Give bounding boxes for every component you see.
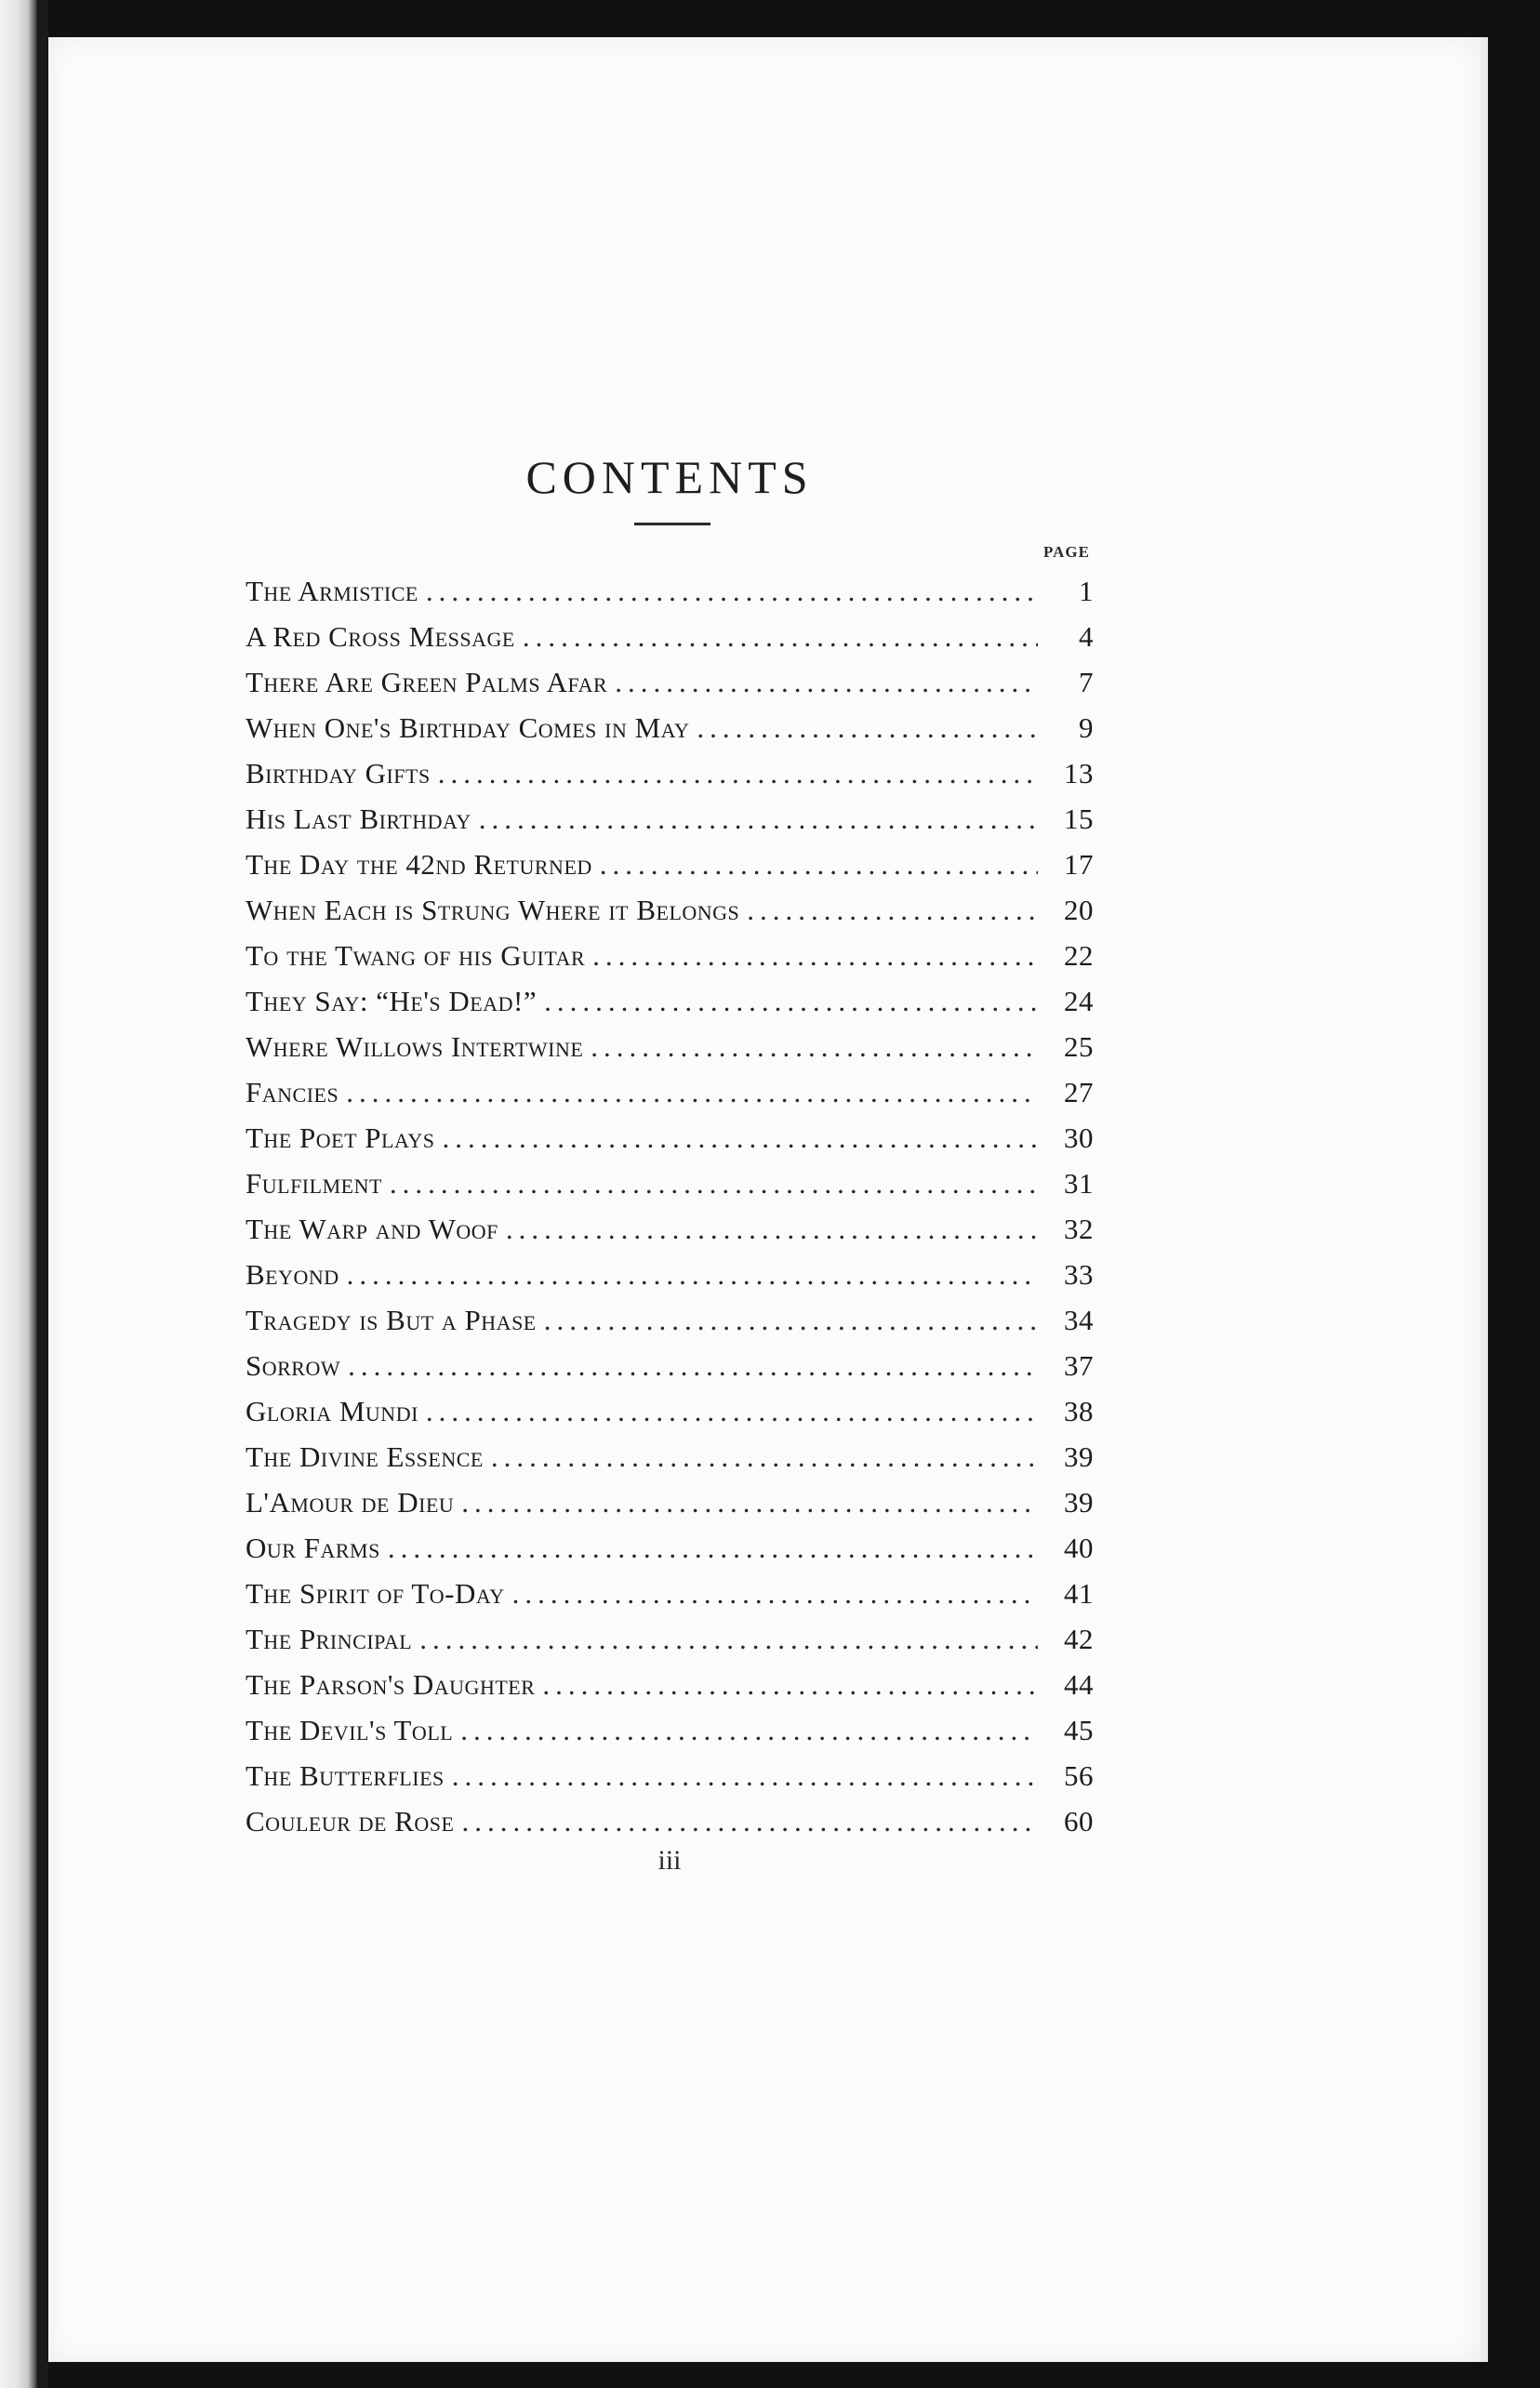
toc-entry-page: 39 [1064, 1486, 1094, 1519]
toc-entry [246, 1030, 1094, 1076]
toc-entry-page: 39 [1064, 1440, 1094, 1473]
dot-leader [600, 848, 1038, 882]
toc-entry [246, 985, 1094, 1030]
dot-leader [388, 1532, 1038, 1565]
dot-leader [506, 1213, 1038, 1246]
toc-entry-page: 34 [1064, 1304, 1094, 1336]
table-of-contents [246, 575, 1094, 1851]
toc-entry-page: 27 [1064, 1076, 1094, 1108]
toc-entry-page: 45 [1064, 1714, 1094, 1746]
toc-entry-title: Where Willows Intertwine [246, 1030, 584, 1063]
toc-entry [246, 803, 1094, 848]
toc-entry [246, 1213, 1094, 1258]
toc-entry-page: 15 [1064, 803, 1094, 835]
toc-entry-title: Our Farms [246, 1532, 380, 1564]
dot-leader [523, 620, 1038, 654]
toc-entry-page: 1 [1079, 575, 1094, 607]
toc-entry [246, 1759, 1094, 1805]
toc-entry-page: 44 [1064, 1668, 1094, 1701]
toc-entry-page: 13 [1064, 757, 1094, 789]
toc-entry-title: Fulfilment [246, 1167, 382, 1200]
toc-entry-page: 38 [1064, 1395, 1094, 1427]
toc-entry [246, 848, 1094, 894]
page-column-label: PAGE [1043, 543, 1090, 561]
dot-leader [461, 1805, 1038, 1838]
dot-leader [390, 1167, 1038, 1201]
toc-entry-title: The Devil's Toll [246, 1714, 454, 1746]
title-divider [634, 523, 710, 525]
dot-leader [747, 894, 1038, 927]
dot-leader [442, 1121, 1038, 1155]
toc-entry-page: 17 [1064, 848, 1094, 881]
toc-entry-page: 41 [1064, 1577, 1094, 1610]
toc-entry [246, 1623, 1094, 1668]
toc-entry-title: They Say: “He's Dead!” [246, 985, 538, 1017]
book-page [48, 37, 1480, 2362]
toc-entry [246, 1349, 1094, 1395]
toc-entry-title: The Armistice [246, 575, 418, 607]
toc-entry-page: 7 [1079, 666, 1094, 698]
toc-entry-title: The Warp and Woof [246, 1213, 498, 1245]
dot-leader [438, 757, 1038, 790]
toc-entry-title: The Parson's Daughter [246, 1668, 536, 1701]
toc-entry-title: Fancies [246, 1076, 339, 1108]
book-edge [0, 0, 37, 2388]
toc-entry-title: The Butterflies [246, 1759, 445, 1792]
toc-entry [246, 1440, 1094, 1486]
gutter-shadow [37, 0, 48, 2388]
dot-leader [426, 575, 1038, 608]
toc-entry-page: 22 [1064, 939, 1094, 972]
dot-leader [592, 939, 1038, 973]
toc-entry [246, 1714, 1094, 1759]
toc-entry [246, 575, 1094, 620]
dot-leader [460, 1714, 1038, 1747]
toc-entry-page: 42 [1064, 1623, 1094, 1655]
toc-entry-title: The Divine Essence [246, 1440, 484, 1473]
toc-entry-title: A Red Cross Message [246, 620, 515, 653]
toc-entry [246, 1304, 1094, 1349]
page-right-edge [1480, 37, 1488, 2362]
toc-entry-title: Couleur de Rose [246, 1805, 455, 1837]
toc-entry [246, 939, 1094, 985]
dot-leader [542, 1668, 1038, 1702]
dot-leader [697, 711, 1038, 745]
toc-entry-page: 20 [1064, 894, 1094, 926]
toc-entry-page: 30 [1064, 1121, 1094, 1154]
toc-entry-page: 37 [1064, 1349, 1094, 1382]
toc-entry-title: The Spirit of To-Day [246, 1577, 505, 1610]
page-number: iii [657, 1845, 682, 1876]
toc-entry [246, 711, 1094, 757]
toc-entry-title: His Last Birthday [246, 803, 471, 835]
toc-entry [246, 1577, 1094, 1623]
toc-entry-page: 32 [1064, 1213, 1094, 1245]
dot-leader [591, 1030, 1038, 1064]
dot-leader [544, 985, 1038, 1018]
toc-entry-title: The Poet Plays [246, 1121, 435, 1154]
toc-entry [246, 1668, 1094, 1714]
toc-entry [246, 1076, 1094, 1121]
dot-leader [426, 1395, 1038, 1428]
toc-entry-title: L'Amour de Dieu [246, 1486, 455, 1519]
dot-leader [419, 1623, 1038, 1656]
dot-leader [452, 1759, 1038, 1793]
toc-entry [246, 757, 1094, 803]
toc-entry-page: 4 [1079, 620, 1094, 653]
toc-entry-title: When One's Birthday Comes in May [246, 711, 690, 744]
dot-leader [461, 1486, 1038, 1519]
toc-entry-title: When Each is Strung Where it Belongs [246, 894, 740, 926]
toc-entry [246, 1532, 1094, 1577]
dot-leader [491, 1440, 1038, 1474]
page-title: CONTENTS [525, 450, 814, 503]
toc-entry-page: 24 [1064, 985, 1094, 1017]
toc-entry-title: Sorrow [246, 1349, 341, 1382]
toc-entry [246, 1395, 1094, 1440]
toc-entry [246, 1805, 1094, 1851]
toc-entry-page: 40 [1064, 1532, 1094, 1564]
toc-entry [246, 1121, 1094, 1167]
toc-entry-page: 9 [1079, 711, 1094, 744]
toc-entry [246, 1258, 1094, 1304]
toc-entry [246, 1486, 1094, 1532]
toc-entry-title: The Principal [246, 1623, 413, 1655]
toc-entry-title: Tragedy is But a Phase [246, 1304, 537, 1336]
dot-leader [346, 1076, 1038, 1109]
toc-entry [246, 666, 1094, 711]
toc-entry-title: To the Twang of his Guitar [246, 939, 586, 972]
dot-leader [347, 1258, 1038, 1292]
toc-entry [246, 894, 1094, 939]
dot-leader [348, 1349, 1038, 1383]
toc-entry-title: There Are Green Palms Afar [246, 666, 608, 698]
toc-entry-title: Birthday Gifts [246, 757, 431, 789]
toc-entry [246, 620, 1094, 666]
toc-entry [246, 1167, 1094, 1213]
dot-leader [544, 1304, 1038, 1337]
toc-entry-title: Beyond [246, 1258, 339, 1291]
toc-entry-page: 60 [1064, 1805, 1094, 1837]
dot-leader [615, 666, 1038, 699]
toc-entry-title: The Day the 42nd Returned [246, 848, 592, 881]
toc-entry-page: 33 [1064, 1258, 1094, 1291]
dot-leader [512, 1577, 1038, 1611]
dot-leader [479, 803, 1038, 836]
toc-entry-page: 56 [1064, 1759, 1094, 1792]
toc-entry-page: 25 [1064, 1030, 1094, 1063]
toc-entry-title: Gloria Mundi [246, 1395, 418, 1427]
toc-entry-page: 31 [1064, 1167, 1094, 1200]
